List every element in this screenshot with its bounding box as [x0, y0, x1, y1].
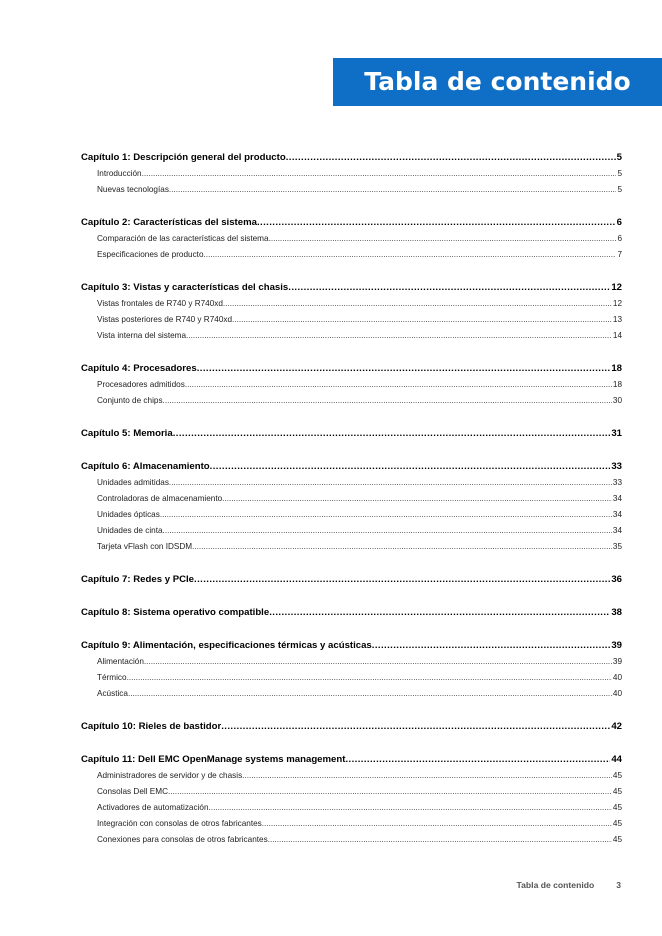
toc-section-page[interactable]: 30 [612, 396, 622, 405]
toc-chapter-entry[interactable] [81, 572, 622, 588]
toc-chapter-entry[interactable] [81, 719, 622, 735]
toc-section-page[interactable]: 33 [612, 478, 622, 487]
toc-leader-dots [169, 475, 612, 491]
toc-chapter-label[interactable]: Capítulo 7: Redes y PCIe [81, 574, 195, 585]
toc-section-label[interactable]: Controladoras de almacenamiento [97, 494, 223, 503]
toc-leader-dots [194, 572, 610, 588]
toc-spacer [81, 442, 622, 459]
toc-leader-dots [269, 231, 617, 247]
toc-leader-dots [242, 768, 612, 784]
toc-section-label[interactable]: Acústica [97, 689, 128, 698]
toc-chapter-label[interactable]: Capítulo 4: Procesadores [81, 363, 197, 374]
toc-leader-dots [168, 784, 612, 800]
toc-section-page[interactable]: 45 [612, 771, 622, 780]
toc-leader-dots [268, 832, 612, 848]
toc-section-label[interactable]: Conjunto de chips [97, 396, 163, 405]
toc-chapter-entry[interactable] [81, 752, 622, 768]
toc-leader-dots [128, 686, 612, 702]
toc-leader-dots [257, 215, 616, 231]
toc-leader-dots [269, 605, 610, 621]
toc-chapter-label[interactable]: Capítulo 3: Vistas y características del chasis [81, 282, 289, 293]
toc-leader-dots [222, 491, 612, 507]
page-footer [517, 880, 621, 890]
toc-section-label[interactable]: Introducción [97, 169, 142, 178]
toc-spacer [81, 409, 622, 426]
toc-chapter-page[interactable]: 36 [611, 574, 622, 585]
toc-section-page[interactable]: 5 [617, 185, 622, 194]
toc-section-label[interactable]: Administradores de servidor y de chasis [97, 771, 243, 780]
toc-section-entry[interactable] [81, 296, 622, 312]
toc-section-label[interactable]: Unidades admitidas [97, 478, 169, 487]
toc-leader-dots [169, 182, 617, 198]
toc-chapter-entry[interactable] [81, 150, 622, 166]
toc-section-label[interactable]: Nuevas tecnologías [97, 185, 169, 194]
toc-section-page[interactable]: 40 [612, 673, 622, 682]
toc-leader-dots [286, 150, 616, 166]
toc-spacer [81, 263, 622, 280]
toc-section-entry[interactable] [81, 768, 622, 784]
toc-chapter-page[interactable]: 31 [611, 428, 622, 439]
toc-chapter-page[interactable]: 38 [611, 607, 622, 618]
toc-section-page[interactable]: 18 [612, 380, 622, 389]
toc-leader-dots [173, 426, 611, 442]
page-title-banner [333, 58, 662, 106]
toc-chapter-entry[interactable] [81, 361, 622, 377]
toc-section-page[interactable]: 45 [612, 835, 622, 844]
toc-section-label[interactable]: Alimentación [97, 657, 144, 666]
toc-spacer [81, 198, 622, 215]
toc-section-entry[interactable] [81, 475, 622, 491]
toc-spacer [81, 344, 622, 361]
toc-spacer [81, 621, 622, 638]
toc-section-entry[interactable] [81, 832, 622, 848]
toc-section-page[interactable]: 35 [612, 542, 622, 551]
toc-section-entry[interactable] [81, 247, 622, 263]
toc-section-entry[interactable] [81, 523, 622, 539]
toc-spacer [81, 735, 622, 752]
toc-chapter-label[interactable]: Capítulo 11: Dell EMC OpenManage systems management [81, 754, 346, 765]
toc-section-page[interactable]: 45 [612, 819, 622, 828]
table-of-contents [81, 150, 622, 848]
toc-section-page[interactable]: 5 [617, 169, 622, 178]
toc-section-label[interactable]: Activadores de automatización [97, 803, 209, 812]
toc-section-entry[interactable] [81, 393, 622, 409]
toc-section-page[interactable]: 14 [612, 331, 622, 340]
toc-leader-dots [209, 800, 612, 816]
toc-section-entry[interactable] [81, 539, 622, 555]
toc-section-label[interactable]: Consolas Dell EMC [97, 787, 168, 796]
toc-leader-dots [345, 752, 610, 768]
toc-section-label[interactable]: Comparación de las características del sistema [97, 234, 269, 243]
toc-section-label[interactable]: Procesadores admitidos [97, 380, 185, 389]
toc-leader-dots [185, 377, 612, 393]
toc-spacer [81, 702, 622, 719]
toc-section-label[interactable]: Conexiones para consolas de otros fabricantes [97, 835, 268, 844]
toc-section-entry[interactable] [81, 182, 622, 198]
toc-section-entry[interactable] [81, 312, 622, 328]
toc-chapter-page[interactable]: 39 [611, 640, 622, 651]
toc-chapter-entry[interactable] [81, 426, 622, 442]
toc-section-label[interactable]: Térmico [97, 673, 127, 682]
toc-chapter-page[interactable]: 42 [611, 721, 622, 732]
toc-leader-dots [232, 312, 612, 328]
toc-section-page[interactable]: 39 [612, 657, 622, 666]
toc-chapter-entry[interactable] [81, 280, 622, 296]
toc-leader-dots [221, 719, 610, 735]
toc-chapter-label[interactable]: Capítulo 10: Rieles de bastidor [81, 721, 222, 732]
toc-chapter-label[interactable]: Capítulo 9: Alimentación, especificaciones térmicas y acústicas [81, 640, 372, 651]
page-title: Tabla de contenido [364, 67, 631, 96]
toc-chapter-entry[interactable] [81, 605, 622, 621]
toc-section-label[interactable]: Vistas frontales de R740 y R740xd [97, 299, 223, 308]
toc-section-entry[interactable] [81, 784, 622, 800]
toc-chapter-label[interactable]: Capítulo 5: Memoria [81, 428, 173, 439]
toc-leader-dots [262, 816, 612, 832]
toc-section-page[interactable]: 6 [617, 234, 622, 243]
toc-section-label[interactable]: Unidades ópticas [97, 510, 160, 519]
toc-chapter-page[interactable]: 12 [611, 282, 622, 293]
toc-section-entry[interactable] [81, 670, 622, 686]
toc-leader-dots [144, 654, 612, 670]
toc-chapter-label[interactable]: Capítulo 8: Sistema operativo compatible [81, 607, 270, 618]
toc-leader-dots [192, 539, 612, 555]
toc-chapter-label[interactable]: Capítulo 1: Descripción general del producto [81, 152, 286, 163]
toc-leader-dots [210, 459, 611, 475]
toc-chapter-page[interactable]: 5 [616, 152, 622, 163]
toc-section-entry[interactable] [81, 328, 622, 344]
toc-leader-dots [288, 280, 610, 296]
toc-section-entry[interactable] [81, 800, 622, 816]
toc-leader-dots [197, 361, 611, 377]
footer-section-title: Tabla de contenido [516, 880, 595, 890]
toc-section-entry[interactable] [81, 654, 622, 670]
toc-chapter-entry[interactable] [81, 215, 622, 231]
toc-chapter-label[interactable]: Capítulo 2: Características del sistema [81, 217, 257, 228]
toc-chapter-label[interactable]: Capítulo 6: Almacenamiento [81, 461, 210, 472]
toc-chapter-page[interactable]: 33 [611, 461, 622, 472]
toc-section-page[interactable]: 13 [612, 315, 622, 324]
toc-leader-dots [372, 638, 611, 654]
toc-section-label[interactable]: Vista interna del sistema [97, 331, 187, 340]
toc-section-entry[interactable] [81, 166, 622, 182]
footer-page-number: 3 [616, 880, 621, 890]
toc-leader-dots [186, 328, 612, 344]
toc-leader-dots [204, 247, 617, 263]
toc-leader-dots [163, 393, 612, 409]
toc-spacer [81, 555, 622, 572]
toc-section-label[interactable]: Especificaciones de producto [97, 250, 204, 259]
toc-section-entry[interactable] [81, 816, 622, 832]
toc-leader-dots [223, 296, 612, 312]
toc-section-page[interactable]: 45 [612, 803, 622, 812]
toc-chapter-page[interactable]: 6 [616, 217, 622, 228]
toc-chapter-page[interactable]: 44 [611, 754, 622, 765]
toc-section-page[interactable]: 34 [612, 494, 622, 503]
toc-section-entry[interactable] [81, 231, 622, 247]
toc-leader-dots [163, 523, 612, 539]
toc-section-page[interactable]: 34 [612, 526, 622, 535]
toc-leader-dots [127, 670, 612, 686]
toc-leader-dots [142, 166, 617, 182]
toc-section-page[interactable]: 7 [617, 250, 622, 259]
toc-chapter-entry[interactable] [81, 459, 622, 475]
toc-section-entry[interactable] [81, 686, 622, 702]
toc-section-page[interactable]: 12 [612, 299, 622, 308]
toc-chapter-entry[interactable] [81, 638, 622, 654]
toc-section-page[interactable]: 40 [612, 689, 622, 698]
toc-section-label[interactable]: Tarjeta vFlash con IDSDM [97, 542, 193, 551]
toc-section-entry[interactable] [81, 507, 622, 523]
toc-section-label[interactable]: Unidades de cinta [97, 526, 163, 535]
toc-section-label[interactable]: Integración con consolas de otros fabricantes [97, 819, 262, 828]
toc-spacer [81, 588, 622, 605]
toc-section-page[interactable]: 45 [612, 787, 622, 796]
toc-chapter-page[interactable]: 18 [611, 363, 622, 374]
toc-section-page[interactable]: 34 [612, 510, 622, 519]
toc-section-label[interactable]: Vistas posteriores de R740 y R740xd [97, 315, 233, 324]
toc-section-entry[interactable] [81, 377, 622, 393]
toc-leader-dots [160, 507, 612, 523]
toc-section-entry[interactable] [81, 491, 622, 507]
